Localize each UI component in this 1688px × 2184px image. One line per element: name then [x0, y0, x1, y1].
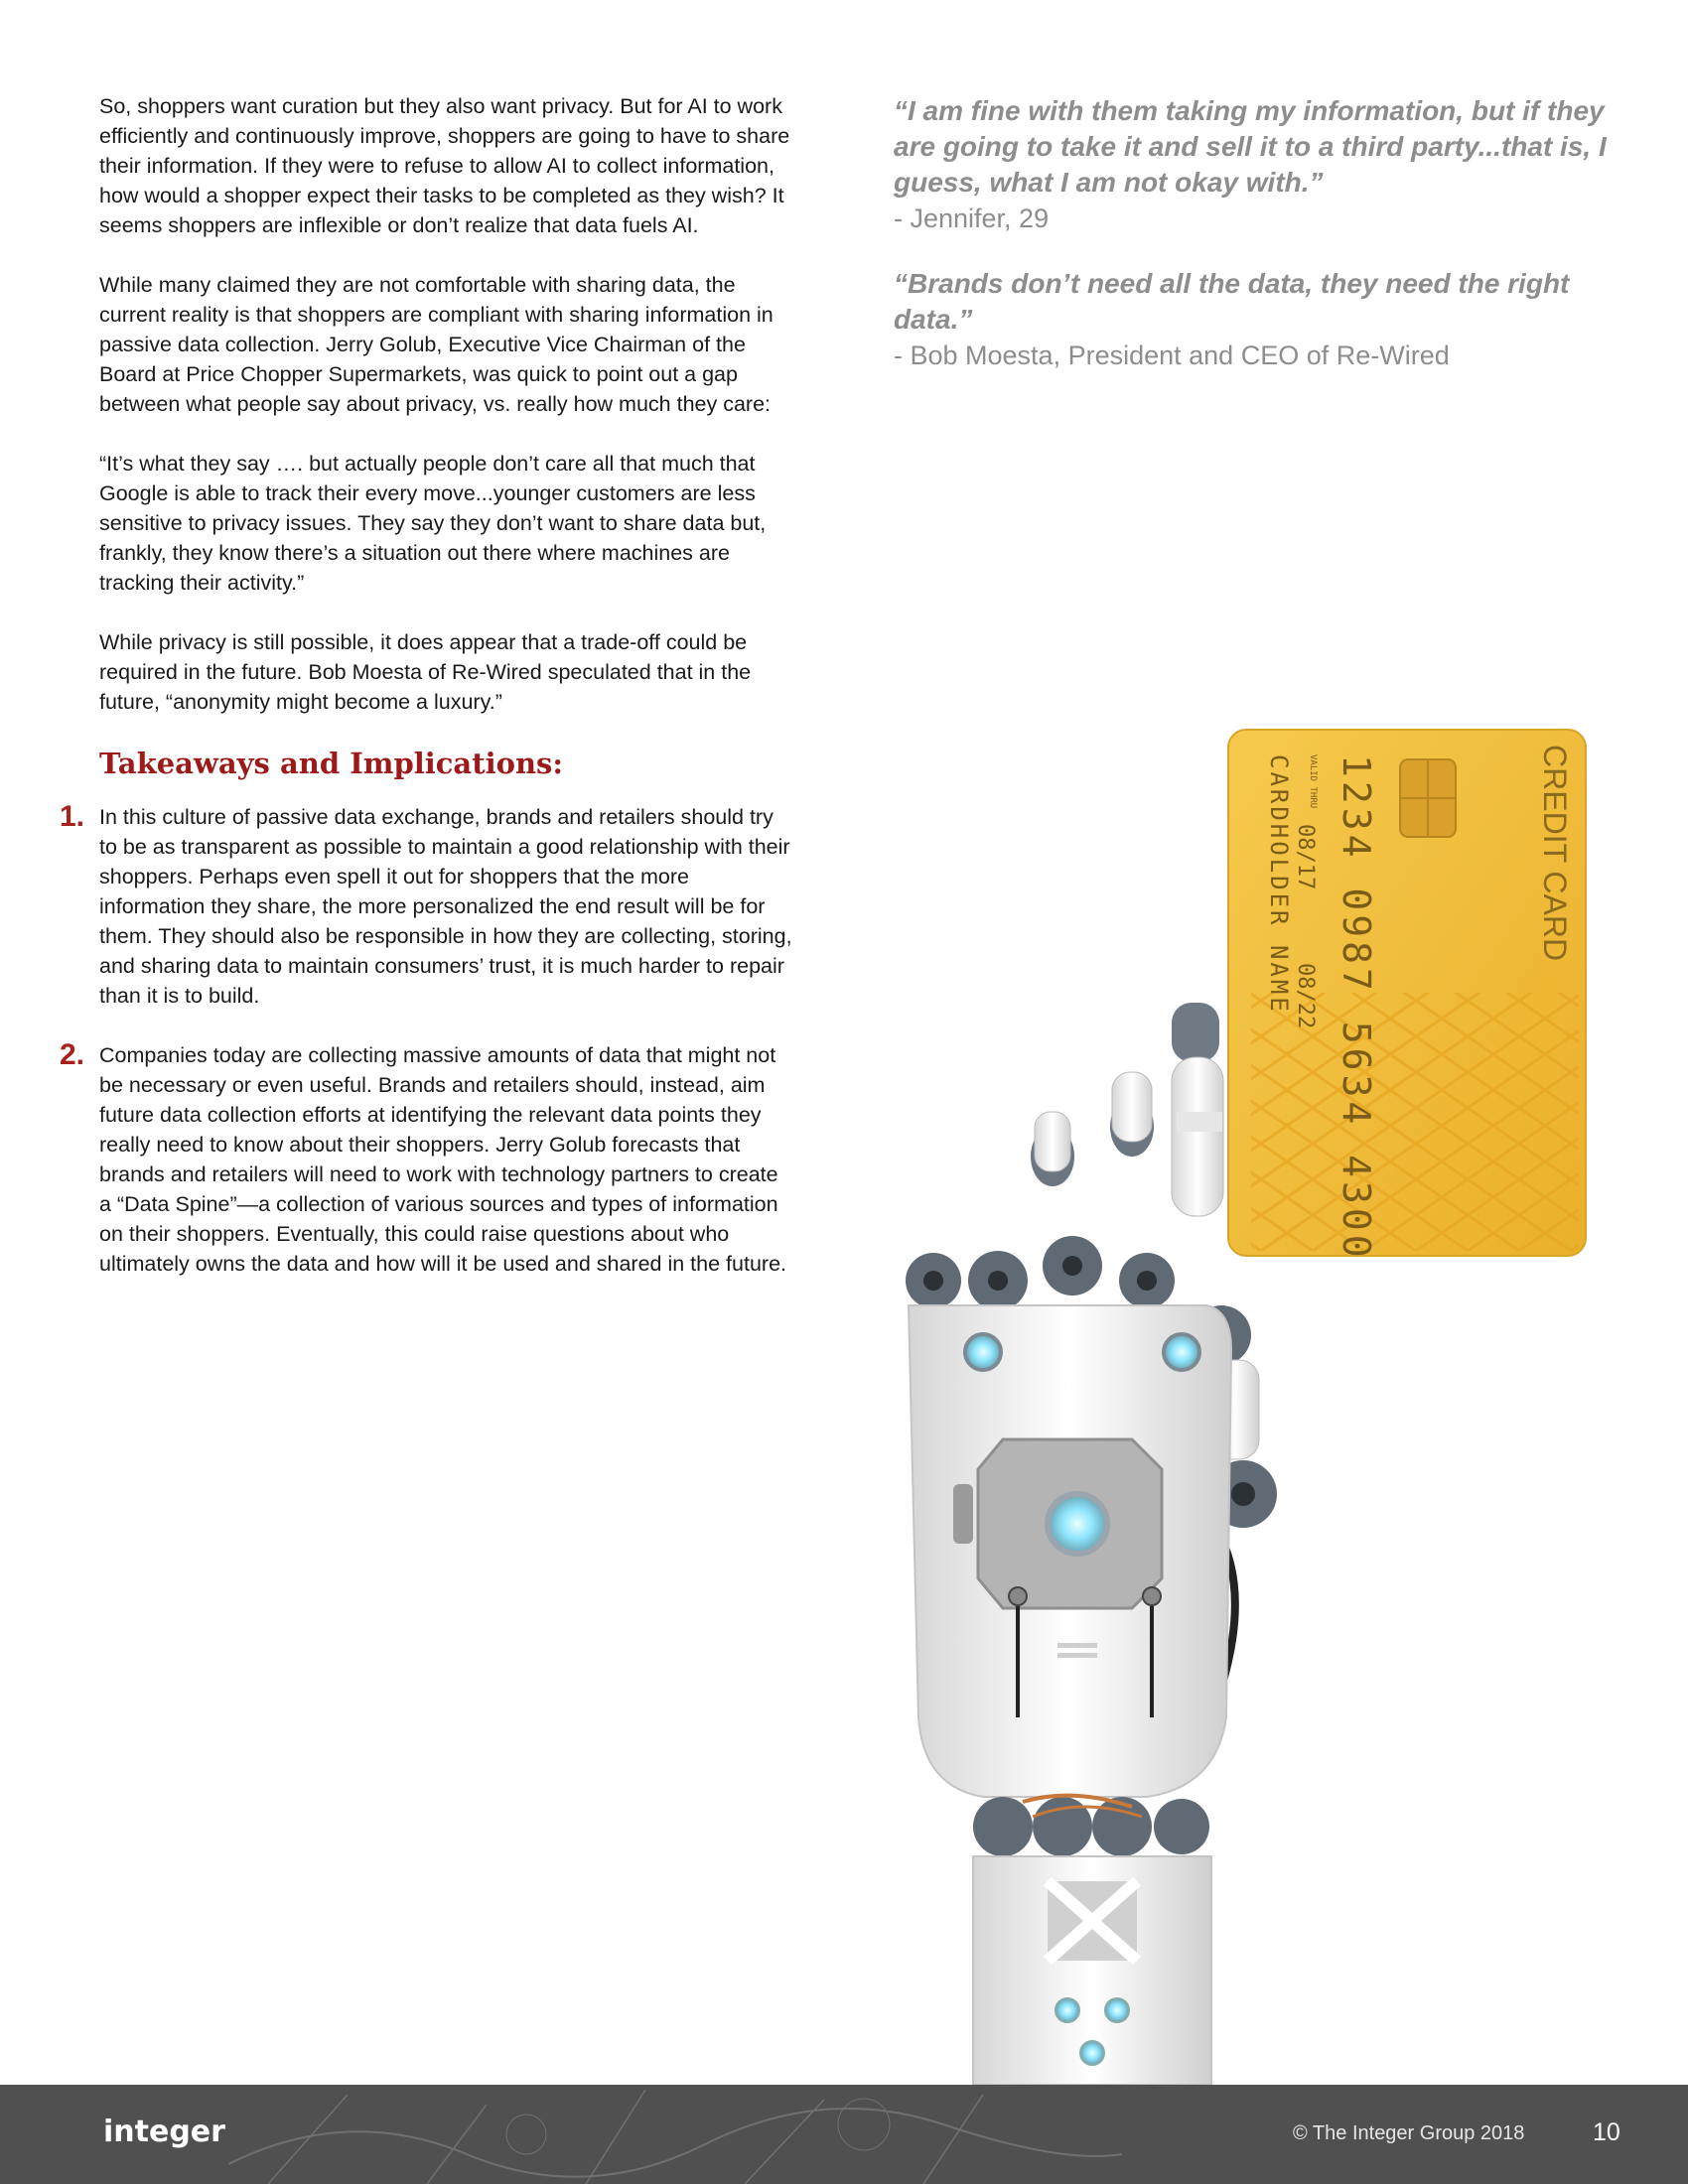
- robot-fingers: [906, 1003, 1223, 1310]
- quote-text: “Brands don’t need all the data, they need the right data.”: [894, 268, 1570, 335]
- takeaway-item: [60, 1038, 794, 1279]
- robot-hand-illustration: [874, 715, 1609, 2085]
- quote-text: “I am fine with them taking my information, but if they are going to take it and sell it to a third party...that is, I guess, what I am not okay with.”: [894, 95, 1607, 198]
- body-paragraph: So, shoppers want curation but they also want privacy. But for AI to work efficiently and continuously improve, shoppers are going to have to share their information. If they were to refuse to allow AI to collect information, how would a shopper expect their tasks to be completed as they wish? It seems shoppers are inflexible or don’t realize that data fuels AI.: [99, 94, 790, 237]
- card-valid-label: VALID THRU: [1308, 754, 1318, 809]
- page-footer: [0, 2085, 1688, 2184]
- copyright-text: © The Integer Group 2018: [1293, 2122, 1525, 2144]
- robot-hand-with-card-image: [874, 715, 1609, 2085]
- card-number: 1234 0987 5634 4300: [1335, 754, 1378, 1262]
- page-number: 10: [1593, 2118, 1620, 2146]
- takeaway-number: 2.: [60, 1038, 85, 1071]
- body-quote-paragraph: “It’s what they say …. but actually people don’t care all that much that Google is able to track their every move...younger customers are less sensitive to privacy issues. They say they don’t want to share data but, frankly, they know there’s a situation out there where machines are tracking their activity.”: [99, 452, 767, 595]
- card-valid-thru: 08/22: [1293, 963, 1318, 1029]
- integer-logo: integer: [103, 2115, 225, 2149]
- quote-attribution: - Jennifer, 29: [894, 204, 1050, 233]
- body-paragraph: While many claimed they are not comfortable with sharing data, the current reality is that shoppers are compliant with sharing information in passive data collection. Jerry Golub, Executive Vice Chairman of the Board at Price Chopper Supermarkets, was quick to point out a gap between what people say about privacy, vs. really how much they care:: [99, 273, 774, 416]
- robot-palm: [909, 1305, 1231, 1797]
- pull-quotes: [894, 93, 1609, 403]
- pull-quote: [894, 93, 1609, 236]
- takeaway-item: [60, 800, 794, 1011]
- pull-quote: [894, 266, 1609, 373]
- takeaway-text: In this culture of passive data exchange, brands and retailers should try to be as transparent as possible to maintain a good relationship with their shoppers. Perhaps even spell it out for shoppers that the more information they share, the more personalized the end result will be for them. They should also be responsible in how they are collecting, storing, and sharing data to maintain consumers’ trust, it is much harder to repair than it is to build.: [99, 805, 792, 1008]
- article-column: [60, 91, 794, 1308]
- credit-card: [1228, 730, 1586, 1262]
- takeaway-text: Companies today are collecting massive amounts of data that might not be necessary or even useful. Brands and retailers should, instead, aim future data collection efforts at identifying the relevant data points they really need to know about their shoppers. Jerry Golub forecasts that brands and retailers will need to work with technology partners to create a “Data Spine”—a collection of various sources and types of information on their shoppers. Eventually, this could raise questions about who ultimately owns the data and how will it be used and shared in the future.: [99, 1043, 786, 1276]
- card-holder: CARDHOLDER NAME: [1265, 754, 1293, 1015]
- footer-sketch-pattern: [228, 2085, 1122, 2184]
- quote-attribution: - Bob Moesta, President and CEO of Re-Wired: [894, 341, 1450, 370]
- robot-wrist: [973, 1796, 1211, 2085]
- takeaway-number: 1.: [60, 800, 85, 833]
- card-label: CREDIT CARD: [1537, 745, 1573, 962]
- body-paragraph: While privacy is still possible, it does appear that a trade-off could be required in the future. Bob Moesta of Re-Wired speculated that in the future, “anonymity might become a luxury.”: [99, 630, 752, 714]
- takeaways-heading: Takeaways and Implications:: [99, 747, 564, 780]
- card-valid-from: 08/17: [1293, 824, 1318, 890]
